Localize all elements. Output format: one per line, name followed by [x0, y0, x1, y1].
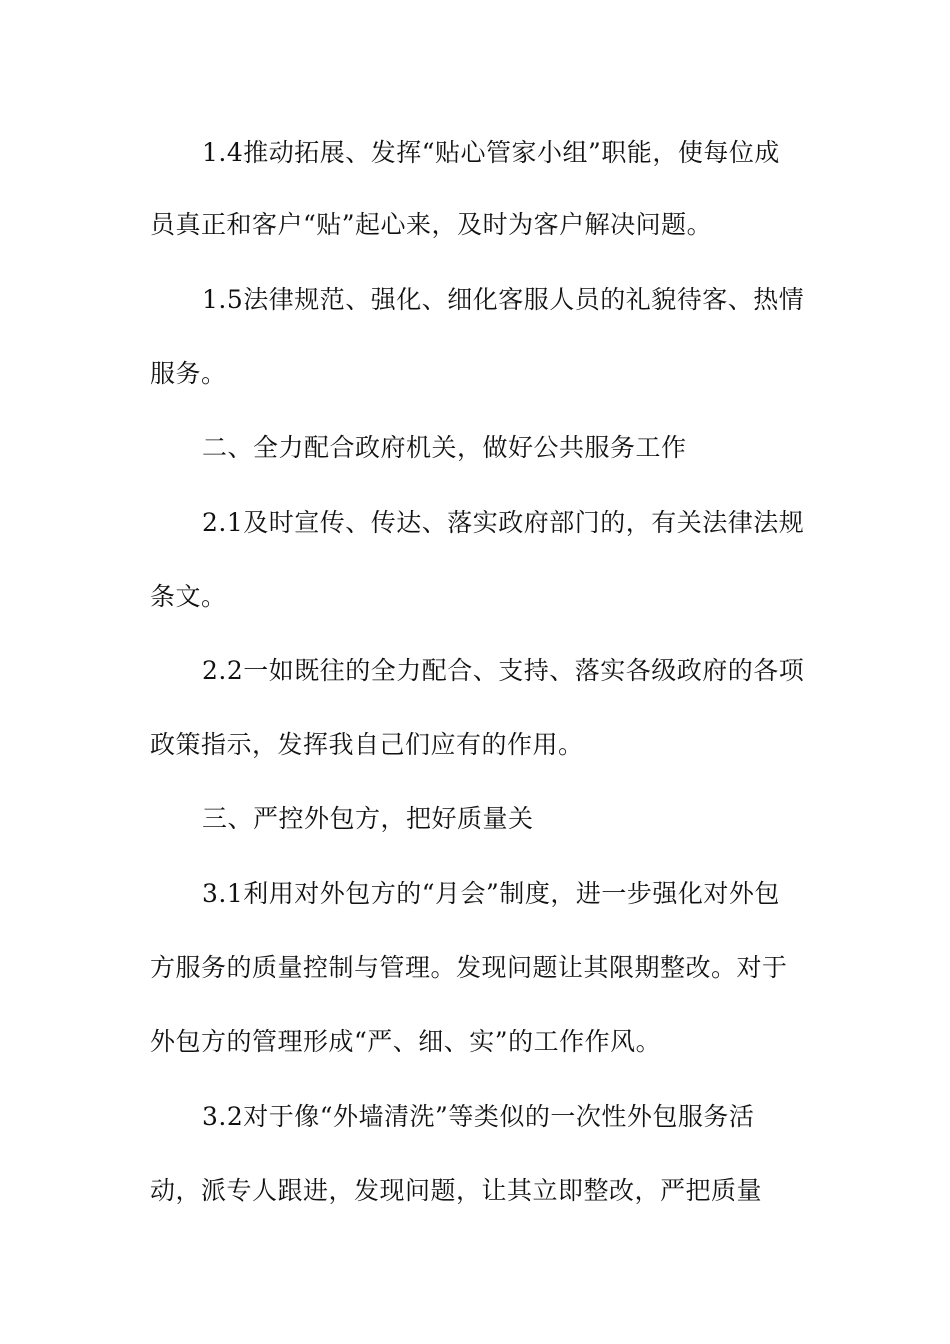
paragraph-3-1-line-3: 外包方的管理形成“严、细、实”的工作作风。 [150, 1027, 662, 1056]
paragraph-3-2-line-2: 动，派专人跟进，发现问题，让其立即整改，严把质量 [150, 1176, 763, 1205]
paragraph-1-5-line-2: 服务。 [150, 359, 227, 388]
paragraph-2-1-line-1: 2.1及时宣传、传达、落实政府部门的，有关法律法规 [202, 508, 805, 537]
paragraph-1-5-line-1: 1.5法律规范、强化、细化客服人员的礼貌待客、热情 [202, 285, 805, 314]
paragraph-2-2-line-1: 2.2一如既往的全力配合、支持、落实各级政府的各项 [202, 656, 805, 685]
paragraph-2-2-line-2: 政策指示，发挥我自己们应有的作用。 [150, 730, 584, 759]
section-heading-3: 三、严控外包方，把好质量关 [202, 804, 534, 833]
paragraph-1-4-line-2: 员真正和客户“贴”起心来，及时为客户解决问题。 [150, 210, 713, 239]
paragraph-2-1-line-2: 条文。 [150, 582, 227, 611]
paragraph-3-2-line-1: 3.2对于像“外墙清洗”等类似的一次性外包服务活 [202, 1102, 755, 1131]
paragraph-3-1-line-2: 方服务的质量控制与管理。发现问题让其限期整改。对于 [150, 953, 788, 982]
paragraph-3-1-line-1: 3.1利用对外包方的“月会”制度，进一步强化对外包 [202, 879, 780, 908]
paragraph-1-4-line-1: 1.4推动拓展、发挥“贴心管家小组”职能，使每位成 [202, 138, 780, 167]
section-heading-2: 二、全力配合政府机关，做好公共服务工作 [202, 433, 687, 462]
